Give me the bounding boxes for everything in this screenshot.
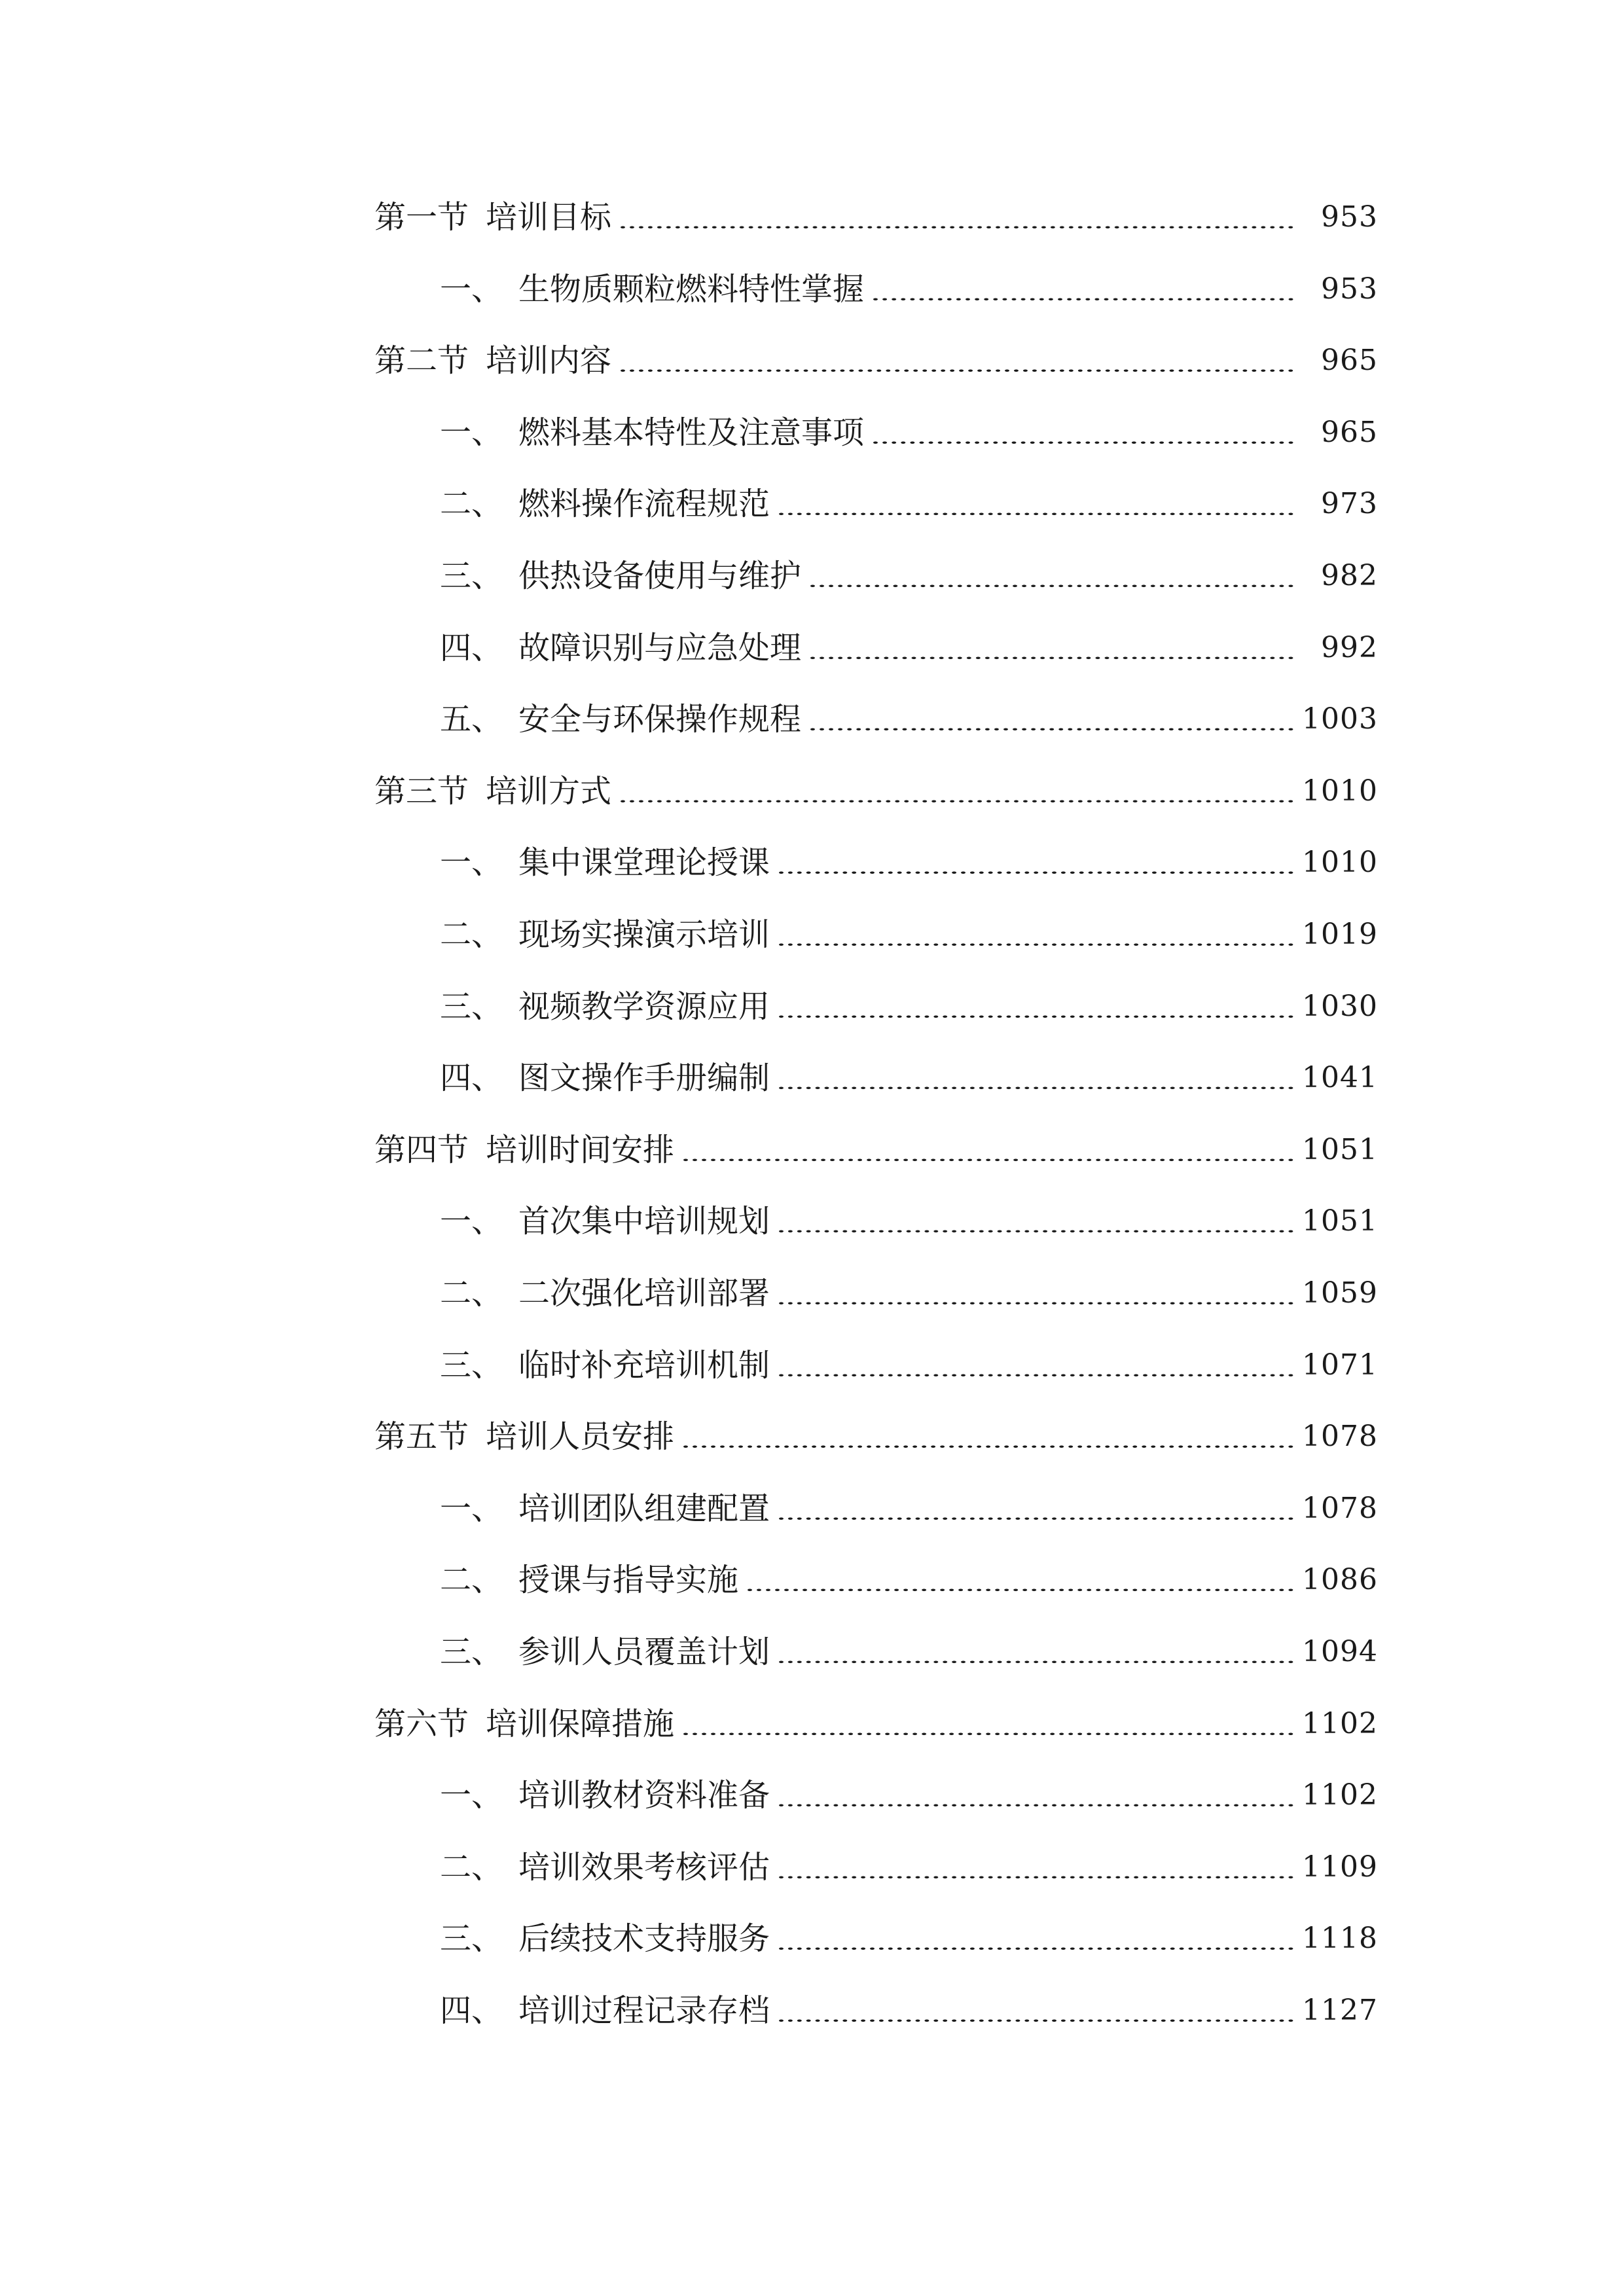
toc-entry-title: 培训人员安排: [486, 1418, 675, 1455]
toc-page-number: 953: [1296, 191, 1378, 243]
toc-entry-label: [374, 1124, 674, 1176]
toc-page-number: 1041: [1296, 1052, 1378, 1104]
toc-entry-number: 五、: [440, 701, 503, 738]
dot-leader: [779, 1841, 1293, 1893]
toc-entry-title: 视频教学资源应用: [518, 988, 770, 1025]
toc-entry-label: [440, 1769, 770, 1821]
toc-entry-label: [374, 1410, 674, 1463]
toc-item-entry[interactable]: [0, 1482, 1624, 1535]
toc-section-entry[interactable]: [0, 191, 1624, 243]
dot-leader: [779, 1912, 1293, 1965]
toc-page-number: 1019: [1296, 908, 1378, 961]
toc-entry-title: 供热设备使用与维护: [518, 558, 802, 594]
toc-entry-title: 故障识别与应急处理: [518, 630, 802, 666]
dot-leader: [873, 406, 1293, 459]
toc-entry-label: [440, 908, 770, 961]
toc-entry-label: [374, 1698, 674, 1750]
toc-item-entry[interactable]: [0, 1195, 1624, 1247]
toc-entry-label: [440, 1482, 770, 1535]
toc-entry-title: 燃料基本特性及注意事项: [518, 414, 865, 451]
toc-entry-label: [440, 1841, 770, 1893]
toc-entry-label: [440, 1912, 770, 1965]
toc-entry-number: 一、: [440, 1203, 503, 1240]
toc-page-number: 1051: [1296, 1124, 1378, 1176]
toc-entry-number: 一、: [440, 271, 503, 308]
toc-page-number: 1071: [1296, 1339, 1378, 1391]
toc-page-number: 1086: [1296, 1554, 1378, 1606]
toc-entry-title: 培训时间安排: [486, 1132, 675, 1168]
dot-leader: [779, 1984, 1293, 2037]
toc-entry-title: 授课与指导实施: [518, 1562, 739, 1598]
toc-entry-number: 第三节: [374, 773, 469, 810]
dot-leader: [779, 836, 1293, 889]
toc-item-entry[interactable]: [0, 1554, 1624, 1606]
toc-item-entry[interactable]: [0, 1769, 1624, 1821]
toc-entry-number: 第五节: [374, 1418, 469, 1455]
toc-item-entry[interactable]: [0, 1912, 1624, 1965]
toc-entry-number: 三、: [440, 558, 503, 594]
toc-entry-title: 燃料操作流程规范: [518, 486, 770, 522]
toc-entry-title: 培训团队组建配置: [518, 1490, 770, 1527]
toc-page-number: 1010: [1296, 765, 1378, 817]
toc-entry-title: 图文操作手册编制: [518, 1060, 770, 1096]
toc-entry-number: 三、: [440, 988, 503, 1025]
toc-entry-label: [440, 693, 801, 745]
dot-leader: [779, 1482, 1293, 1535]
dot-leader: [873, 263, 1293, 315]
toc-entry-label: [440, 1984, 770, 2037]
toc-item-entry[interactable]: [0, 693, 1624, 745]
toc-page-number: 965: [1296, 334, 1378, 387]
toc-item-entry[interactable]: [0, 836, 1624, 889]
toc-entry-number: 二、: [440, 1562, 503, 1598]
toc-entry-title: 临时补充培训机制: [518, 1347, 770, 1384]
toc-section-entry[interactable]: [0, 1410, 1624, 1463]
toc-entry-title: 集中课堂理论授课: [518, 844, 770, 881]
toc-entry-number: 二、: [440, 916, 503, 953]
toc-item-entry[interactable]: [0, 1984, 1624, 2037]
toc-page-number: 982: [1296, 550, 1378, 602]
dot-leader: [779, 1267, 1293, 1319]
dot-leader: [779, 908, 1293, 961]
toc-entry-number: 第六节: [374, 1706, 469, 1742]
toc-entry-label: [440, 1052, 770, 1104]
toc-page-number: 1109: [1296, 1841, 1378, 1893]
dot-leader: [748, 1554, 1293, 1606]
dot-leader: [683, 1698, 1293, 1750]
toc-entry-label: [440, 406, 864, 459]
toc-item-entry[interactable]: [0, 1841, 1624, 1893]
toc-entry-label: [440, 1554, 738, 1606]
toc-page-number: 1003: [1296, 693, 1378, 745]
dot-leader: [779, 1626, 1293, 1678]
dot-leader: [779, 1052, 1293, 1104]
toc-item-entry[interactable]: [0, 908, 1624, 961]
toc-entry-label: [440, 1195, 770, 1247]
toc-section-entry[interactable]: [0, 1698, 1624, 1750]
toc-item-entry[interactable]: [0, 980, 1624, 1033]
toc-entry-number: 四、: [440, 630, 503, 666]
toc-entry-number: 三、: [440, 1634, 503, 1670]
toc-entry-title: 培训目标: [486, 199, 612, 236]
toc-page-number: 965: [1296, 406, 1378, 459]
toc-section-entry[interactable]: [0, 765, 1624, 817]
toc-entry-title: 培训保障措施: [486, 1706, 675, 1742]
toc-entry-label: [374, 191, 611, 243]
toc-entry-title: 后续技术支持服务: [518, 1920, 770, 1957]
toc-item-entry[interactable]: [0, 406, 1624, 459]
toc-item-entry[interactable]: [0, 1267, 1624, 1319]
toc-page-number: 1102: [1296, 1769, 1378, 1821]
toc-entry-title: 生物质颗粒燃料特性掌握: [518, 271, 865, 308]
toc-entry-number: 四、: [440, 1992, 503, 2029]
dot-leader: [810, 693, 1293, 745]
toc-section-entry[interactable]: [0, 1124, 1624, 1176]
toc-page-number: 1102: [1296, 1698, 1378, 1750]
toc-entry-title: 培训教材资料准备: [518, 1777, 770, 1814]
toc-entry-number: 一、: [440, 844, 503, 881]
toc-entry-number: 第四节: [374, 1132, 469, 1168]
toc-entry-number: 三、: [440, 1347, 503, 1384]
dot-leader: [779, 980, 1293, 1033]
toc-entry-title: 培训内容: [486, 342, 612, 379]
toc-page-number: 953: [1296, 263, 1378, 315]
toc-entry-label: [440, 980, 770, 1033]
toc-page-number: 1118: [1296, 1912, 1378, 1965]
toc-entry-label: [440, 478, 770, 530]
toc-entry-number: 三、: [440, 1920, 503, 1957]
toc-entry-label: [440, 550, 801, 602]
toc-page-number: 1078: [1296, 1410, 1378, 1463]
toc-item-entry[interactable]: [0, 622, 1624, 674]
dot-leader: [810, 550, 1293, 602]
toc-entry-label: [440, 1339, 770, 1391]
toc-page-number: 973: [1296, 478, 1378, 530]
toc-entry-title: 现场实操演示培训: [518, 916, 770, 953]
toc-entry-number: 一、: [440, 1490, 503, 1527]
dot-leader: [621, 334, 1293, 387]
toc-page-number: 992: [1296, 622, 1378, 674]
toc-section-entry[interactable]: [0, 334, 1624, 387]
toc-entry-number: 二、: [440, 1849, 503, 1886]
toc-page-number: 1059: [1296, 1267, 1378, 1319]
dot-leader: [779, 1195, 1293, 1247]
toc-entry-label: [440, 622, 801, 674]
toc-item-entry[interactable]: [0, 1339, 1624, 1391]
toc-item-entry[interactable]: [0, 1052, 1624, 1104]
toc-entry-number: 二、: [440, 486, 503, 522]
toc-entry-title: 培训过程记录存档: [518, 1992, 770, 2029]
dot-leader: [683, 1124, 1293, 1176]
toc-entry-number: 一、: [440, 1777, 503, 1814]
dot-leader: [683, 1410, 1293, 1463]
toc-entry-label: [440, 1267, 770, 1319]
toc-item-entry[interactable]: [0, 263, 1624, 315]
toc-entry-number: 二、: [440, 1275, 503, 1312]
toc-page-number: 1051: [1296, 1195, 1378, 1247]
toc-entry-title: 首次集中培训规划: [518, 1203, 770, 1240]
toc-entry-title: 培训方式: [486, 773, 612, 810]
toc-entry-title: 安全与环保操作规程: [518, 701, 802, 738]
dot-leader: [779, 1769, 1293, 1821]
toc-entry-label: [440, 836, 770, 889]
toc-entry-title: 培训效果考核评估: [518, 1849, 770, 1886]
toc-entry-number: 第一节: [374, 199, 469, 236]
toc-page-number: 1127: [1296, 1984, 1378, 2037]
toc-page-number: 1078: [1296, 1482, 1378, 1535]
toc-item-entry[interactable]: [0, 1626, 1624, 1678]
toc-entry-title: 二次强化培训部署: [518, 1275, 770, 1312]
dot-leader: [779, 478, 1293, 530]
toc-page-number: 1030: [1296, 980, 1378, 1033]
toc-entry-number: 四、: [440, 1060, 503, 1096]
dot-leader: [810, 622, 1293, 674]
toc-item-entry[interactable]: [0, 550, 1624, 602]
dot-leader: [621, 191, 1293, 243]
toc-entry-label: [440, 1626, 770, 1678]
toc-entry-label: [374, 765, 611, 817]
toc-item-entry[interactable]: [0, 478, 1624, 530]
toc-page-number: 1094: [1296, 1626, 1378, 1678]
toc-entry-number: 第二节: [374, 342, 469, 379]
toc-entry-title: 参训人员覆盖计划: [518, 1634, 770, 1670]
toc-entry-label: [374, 334, 611, 387]
toc-entry-number: 一、: [440, 414, 503, 451]
dot-leader: [621, 765, 1293, 817]
dot-leader: [779, 1339, 1293, 1391]
toc-entry-label: [440, 263, 864, 315]
toc-page-number: 1010: [1296, 836, 1378, 889]
